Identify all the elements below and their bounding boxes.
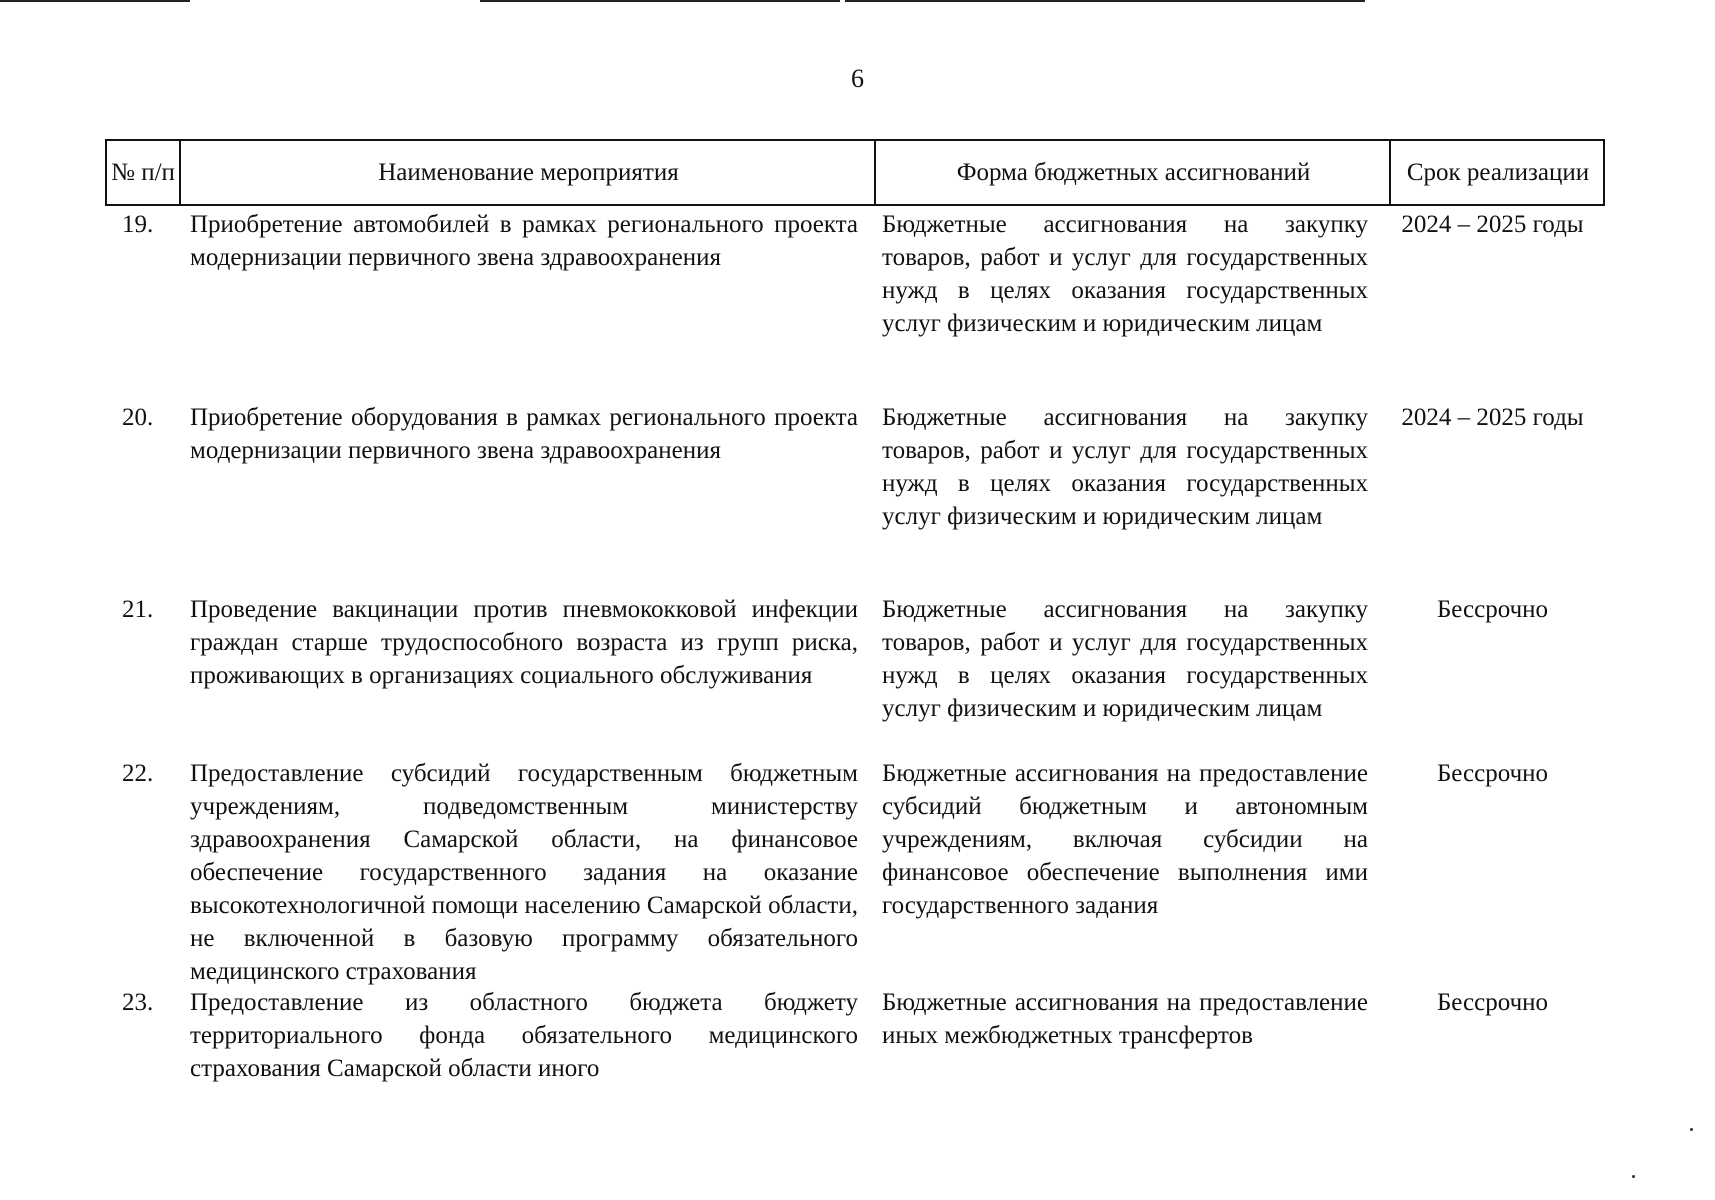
- row-num: 19.: [122, 211, 154, 238]
- row-name: Приобретение автомобилей в рамках регионального проекта модернизации первичного звена здравоохранения: [190, 211, 858, 271]
- row-form: Бюджетные ассигнования на предоставление субсидий бюджетным и автономным учреждениям, включая субсидии на финансовое обеспечение выполнения ими государственного задания: [882, 760, 1368, 919]
- row-form: Бюджетные ассигнования на закупку товаров, работ и услуг для государственных нужд в целях оказания государственных услуг физическим и юридическим лицам: [882, 211, 1368, 337]
- row-term: Бессрочно: [1436, 989, 1549, 1016]
- row-num: 22.: [122, 760, 154, 787]
- row-term: Бессрочно: [1436, 596, 1549, 623]
- row-num: 21.: [122, 596, 154, 623]
- row-form: Бюджетные ассигнования на предоставление иных межбюджетных трансфертов: [882, 989, 1368, 1049]
- row-name: Проведение вакцинации против пневмококковой инфекции граждан старше трудоспособного возраста из групп риска, проживающих в организациях социального обслуживания: [190, 596, 858, 689]
- row-name: Предоставление из областного бюджета бюджету территориального фонда обязательного медицинского страхования Самарской области иного: [190, 989, 858, 1082]
- scan-edge-line: [0, 0, 190, 2]
- row-form: Бюджетные ассигнования на закупку товаров, работ и услуг для государственных нужд в целях оказания государственных услуг физическим и юридическим лицам: [882, 404, 1368, 530]
- row-term: Бессрочно: [1436, 760, 1549, 787]
- header-form: Форма бюджетных ассигнований: [874, 141, 1391, 204]
- header-term: Срок реализации: [1389, 141, 1605, 204]
- row-name: Приобретение оборудования в рамках регионального проекта модернизации первичного звена здравоохранения: [190, 404, 858, 464]
- scan-speck: [1690, 1128, 1693, 1131]
- row-num: 20.: [122, 404, 154, 431]
- row-term: 2024 – 2025 годы: [1401, 404, 1584, 431]
- row-num: 23.: [122, 989, 154, 1016]
- header-name: Наименование мероприятия: [179, 141, 876, 204]
- scan-edge-line: [845, 0, 1365, 2]
- scan-edge-line: [480, 0, 840, 2]
- page-number: 6: [851, 64, 864, 93]
- row-form: Бюджетные ассигнования на закупку товаров, работ и услуг для государственных нужд в целях оказания государственных услуг физическим и юридическим лицам: [882, 596, 1368, 722]
- table-header: [105, 139, 1605, 206]
- scan-speck: [1632, 1175, 1635, 1178]
- row-name: Предоставление субсидий государственным бюджетным учреждениям, подведомственным министерству здравоохранения Самарской области, на финансовое обеспечение государственного задания на оказание высокотехнологичной помощи населению Самарской области, не включенной в базовую программу обязательного медицинского страхования: [190, 760, 858, 985]
- row-term: 2024 – 2025 годы: [1401, 211, 1584, 238]
- header-num: № п/п: [111, 159, 175, 186]
